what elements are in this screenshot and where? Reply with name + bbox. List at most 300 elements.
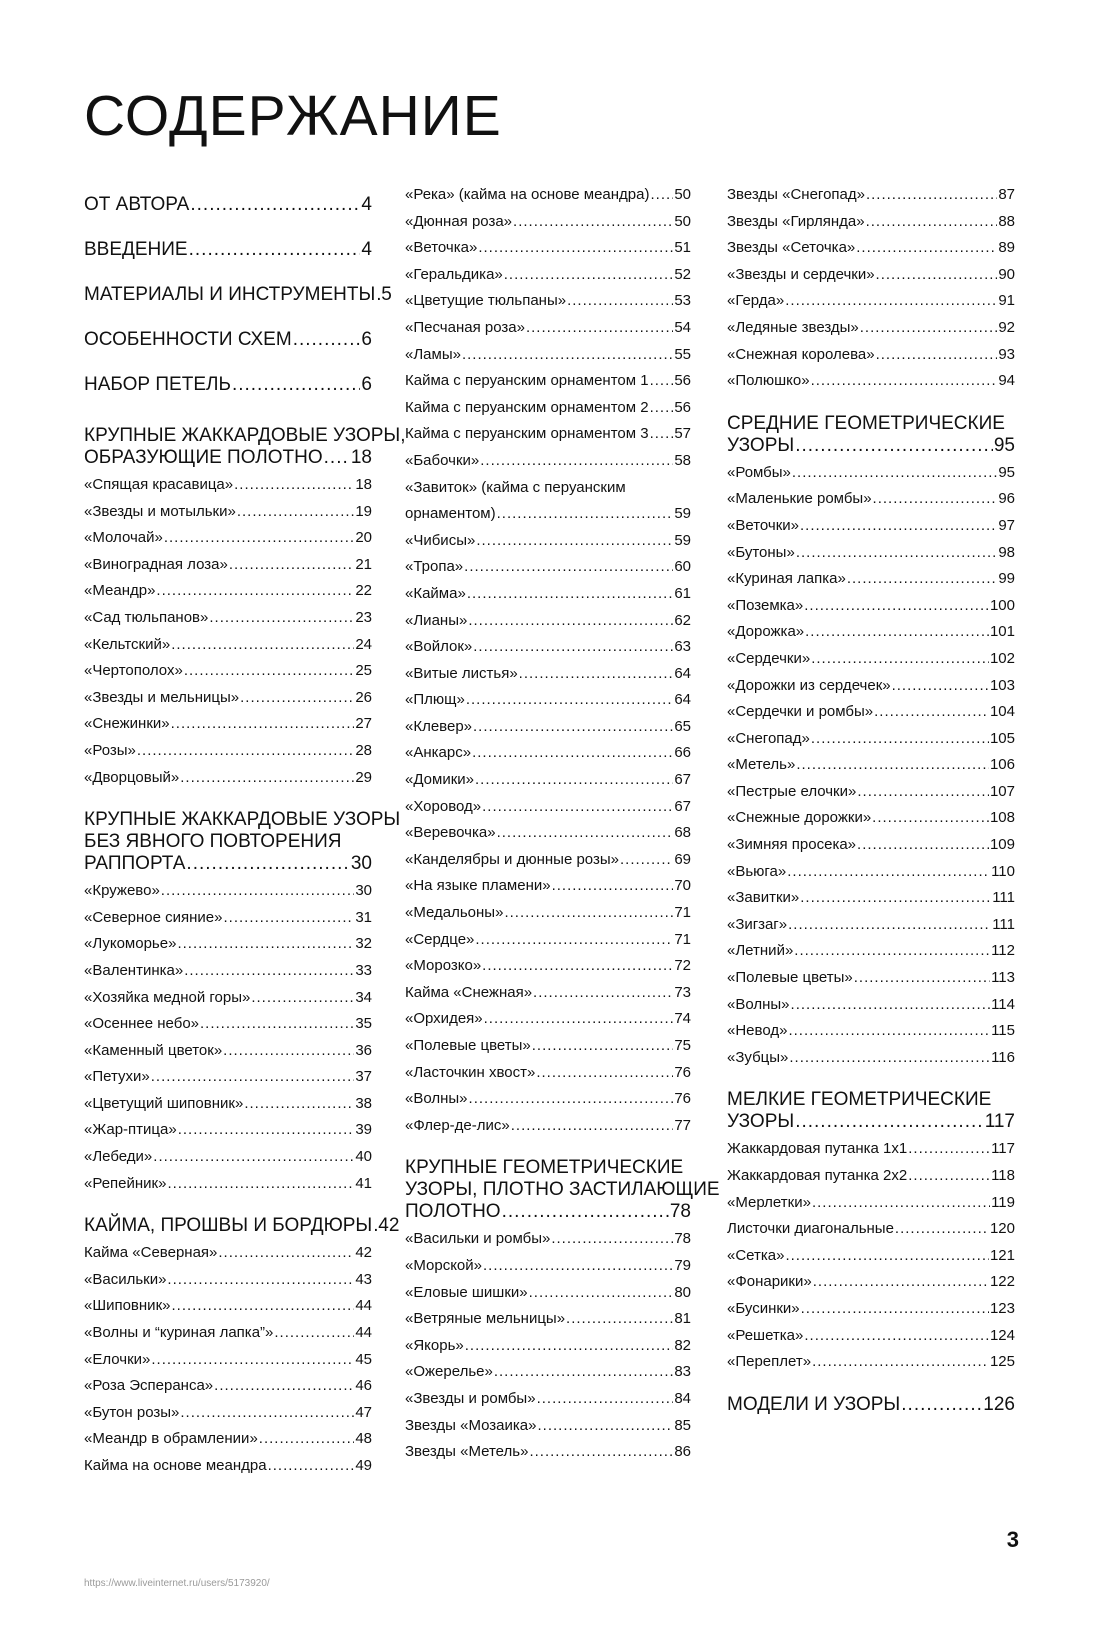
toc-entry[interactable] [405,953,691,980]
toc-entry[interactable] [405,182,691,209]
toc-entry[interactable] [727,752,1015,779]
entry-title: «Звезды и мельницы» [84,688,240,706]
section-heading[interactable] [727,1111,1015,1133]
entry-page: 110 [991,862,1015,880]
toc-entry[interactable] [727,1269,1015,1296]
section-page: 117 [984,1111,1015,1133]
dot-leader [532,1033,674,1060]
entry-page: 116 [991,1048,1015,1066]
toc-entry[interactable] [84,1293,372,1320]
toc-entry[interactable] [727,1296,1015,1323]
dot-leader [551,1226,673,1253]
entry-title: «Переплет» [727,1353,812,1371]
toc-entry[interactable] [727,1018,1015,1045]
dot-leader [478,235,673,262]
toc-entry[interactable] [405,1413,691,1440]
toc-entry[interactable] [727,1045,1015,1072]
entry-page: 25 [355,662,372,680]
entry-title: «Медальоны» [405,904,504,922]
toc-entry[interactable] [84,1171,372,1198]
entry-title: «Сердечки и ромбы» [727,703,874,721]
entry-page: 5 [381,284,392,305]
entry-title: «Хоровод» [405,797,482,815]
entry-title: «Спящая красавица» [84,476,234,493]
toc-entry[interactable] [405,900,691,927]
entry-page: 103 [989,676,1015,694]
section-heading[interactable] [84,447,372,469]
entry-title: «Снежные дорожки» [727,809,872,827]
entry-title: Звезды «Гирлянда» [727,212,865,230]
toc-entry[interactable] [84,931,372,958]
entry-title: «Мерлетки» [727,1193,811,1211]
toc-entry[interactable] [84,632,372,659]
entry-page: 50 [674,186,691,203]
entry-title: «Чертополох» [84,662,183,680]
dot-leader [274,1320,354,1347]
toc-entry[interactable] [727,673,1015,700]
entry-title: «На языке пламени» [405,877,551,895]
entry-title: «Цветущие тюльпаны» [405,292,567,310]
section-title: ПОЛОТНО [405,1201,501,1223]
toc-entry[interactable] [84,711,372,738]
entry-page: 48 [355,1430,372,1448]
toc-entry[interactable] [84,472,372,499]
toc-entry[interactable] [727,566,1015,593]
dot-leader [171,632,354,659]
dot-leader [244,1091,354,1118]
entry-title: «Полевые цветы» [727,969,853,987]
toc-entry[interactable] [727,1190,1015,1217]
entry-title: «Кружево» [84,882,160,900]
entry-page: 111 [992,889,1015,907]
toc-entry[interactable] [405,528,691,555]
entry-title: «Ламы» [405,345,461,363]
toc-entry[interactable] [405,448,691,475]
toc-entry[interactable] [84,499,372,526]
toc-entry[interactable] [405,847,691,874]
toc-entry[interactable] [405,209,691,236]
dot-leader [268,1453,355,1480]
toc-column-3 [727,182,1015,1419]
toc-entry[interactable] [84,985,372,1012]
toc-entry[interactable] [727,342,1015,369]
toc-entry[interactable] [727,593,1015,620]
entry-page: 42 [355,1244,372,1262]
toc-entry[interactable] [405,740,691,767]
toc-entry[interactable] [727,262,1015,289]
dot-leader [795,1111,984,1133]
entry-title: «Полюшко» [727,372,810,390]
toc-entry[interactable] [84,525,372,552]
toc-entry[interactable] [727,779,1015,806]
entry-title: «Бутоны» [727,543,795,561]
toc-entry[interactable] [405,501,691,528]
toc-entry[interactable] [84,905,372,932]
section-heading-line: КРУПНЫЕ ГЕОМЕТРИЧЕСКИЕ [405,1157,684,1179]
dot-leader [184,958,354,985]
entry-title: «Волны» [405,1090,468,1108]
entry-title: «Виноградная лоза» [84,555,228,573]
dot-leader [475,767,673,794]
entry-title: «Волны и “куриная лапка”» [84,1324,274,1342]
toc-entry[interactable] [405,1280,691,1307]
toc-entry[interactable] [727,859,1015,886]
dot-leader [800,513,997,540]
toc-entry[interactable] [727,460,1015,487]
toc-entry[interactable] [84,765,372,792]
entry-title: «Зубцы» [727,1048,789,1066]
toc-entry[interactable] [727,540,1015,567]
toc-entry[interactable] [727,288,1015,315]
entry-page: 38 [355,1094,372,1112]
toc-entry[interactable] [84,317,372,362]
dot-leader [812,1349,989,1376]
toc-entry[interactable] [405,634,691,661]
section-gap [405,1139,691,1157]
entry-title: «Река» (кайма на основе меандра) [405,186,650,203]
toc-entry[interactable] [84,1373,372,1400]
section-heading[interactable] [84,853,372,875]
entry-title: «Кайма» [405,584,466,602]
dot-leader [151,1347,354,1374]
toc-entry[interactable] [727,619,1015,646]
entry-page: 19 [355,502,372,520]
entry-page: 26 [355,688,372,706]
toc-entry[interactable] [405,395,691,422]
entry-page: 79 [674,1256,691,1274]
entry-title: «Вьюга» [727,862,787,880]
toc-entry[interactable] [727,832,1015,859]
footer-url: https://www.liveinternet.ru/users/5173920/ [84,1578,270,1589]
toc-entry[interactable] [84,1011,372,1038]
entry-page: 47 [355,1403,372,1421]
entry-title: «Сердечки» [727,649,811,667]
entry-title: Звезды «Сеточка» [727,239,856,257]
dot-leader [804,593,989,620]
toc-entry[interactable] [84,1117,372,1144]
entry-page: 56 [674,372,691,390]
entry-title: «Летний» [727,942,794,960]
entry-title: «Решетка» [727,1326,804,1344]
entry-title: «Метель» [727,756,796,774]
toc-entry[interactable] [405,767,691,794]
entry-page: 93 [998,345,1015,363]
toc-entry[interactable] [727,885,1015,912]
dot-leader [237,499,354,526]
section-page: 95 [993,434,1015,456]
toc-entry[interactable] [405,714,691,741]
entry-title: «Завитки» [727,889,800,907]
toc-entry[interactable] [727,1349,1015,1376]
entry-title: «Снежная королева» [727,345,875,363]
toc-entry[interactable] [405,1086,691,1113]
toc-entry[interactable] [405,1253,691,1280]
toc-entry[interactable] [84,1144,372,1171]
entry-page: 120 [989,1220,1015,1238]
toc-entry[interactable] [84,1347,372,1374]
toc-entry[interactable] [727,486,1015,513]
toc-entry[interactable] [84,1038,372,1065]
dot-leader [224,905,355,932]
toc-entry[interactable] [405,554,691,581]
toc-entry[interactable] [727,513,1015,540]
dot-leader [373,1215,377,1237]
entry-page: 41 [355,1174,372,1192]
entry-title: «Герда» [727,292,785,310]
entry-page: 6 [361,374,372,395]
entry-title: «Васильки и ромбы» [405,1230,551,1248]
dot-leader [497,820,674,847]
entry-title: «Морозко» [405,957,482,975]
toc-entry[interactable] [727,368,1015,395]
entry-page: 63 [674,638,691,656]
toc-entry[interactable] [727,992,1015,1019]
toc-entry[interactable] [727,938,1015,965]
toc-entry[interactable] [405,315,691,342]
dot-leader [811,368,998,395]
entry-title: «Дорожки из сердечек» [727,676,891,694]
entry-title: Кайма с перуанским орнаментом 1 [405,372,649,390]
section-heading[interactable] [84,1215,400,1237]
toc-entry[interactable] [84,362,372,407]
dot-leader [232,362,360,407]
entry-title: «Снегопад» [727,729,810,747]
entry-page: 20 [355,529,372,547]
toc-entry[interactable] [405,820,691,847]
dot-leader [180,765,354,792]
dot-leader [792,460,997,487]
toc-entry[interactable] [84,182,372,227]
toc-entry[interactable] [405,873,691,900]
dot-leader [873,486,998,513]
entry-title: «Еловые шишки» [405,1283,528,1301]
page-title: СОДЕРЖАНИЕ [84,84,502,148]
toc-entry[interactable] [84,1267,372,1294]
toc-entry[interactable] [405,980,691,1007]
toc-entry[interactable] [405,1006,691,1033]
toc-entry[interactable] [727,805,1015,832]
dot-leader [151,1064,355,1091]
toc-entry[interactable] [727,235,1015,262]
dot-leader [892,673,989,700]
entry-title: «Зигзаг» [727,915,788,933]
entry-title: «Шиповник» [84,1297,171,1315]
toc-entry[interactable] [405,794,691,821]
toc-entry[interactable] [727,182,1015,209]
entry-page: 95 [998,463,1015,481]
toc-entry[interactable] [405,927,691,954]
entry-page: 31 [355,908,372,926]
section-title: РАППОРТА [84,853,186,875]
entry-page: 72 [674,957,691,975]
toc-entry[interactable] [84,1426,372,1453]
entry-page: 62 [674,611,691,629]
entry-page: 117 [991,1140,1015,1158]
entry-title: «Клевер» [405,717,473,735]
toc-entry[interactable] [405,368,691,395]
toc-entry[interactable] [84,1240,372,1267]
toc-entry[interactable] [405,661,691,688]
section-heading-line: МЕЛКИЕ ГЕОМЕТРИЧЕСКИЕ [727,1089,992,1111]
toc-entry[interactable] [405,235,691,262]
toc-entry[interactable] [405,1060,691,1087]
toc-entry[interactable] [727,1323,1015,1350]
dot-leader [178,1117,355,1144]
entry-title: «Дюнная роза» [405,212,513,230]
entry-page: 43 [355,1270,372,1288]
toc-entry[interactable] [84,605,372,632]
entry-page: 68 [674,824,691,842]
entry-page: 71 [674,930,691,948]
entry-page: 21 [355,555,372,573]
entry-page: 94 [998,372,1015,390]
toc-entry[interactable] [727,1163,1015,1190]
dot-leader [513,209,673,236]
entry-title: «Цветущий шиповник» [84,1094,244,1112]
section-page: 78 [669,1201,691,1223]
entry-title: «Снежинки» [84,715,170,733]
entry-title: «Фонарики» [727,1273,812,1291]
entry-page: 105 [989,729,1015,747]
entry-page: 23 [355,608,372,626]
toc-entry[interactable] [405,1359,691,1386]
toc-entry[interactable] [84,1091,372,1118]
section-title: УЗОРЫ [727,434,795,456]
entry-page: 18 [355,476,372,493]
dot-leader [533,980,673,1007]
dot-leader [502,1201,669,1223]
dot-leader [895,1216,989,1243]
dot-leader [186,853,349,875]
toc-entry[interactable] [405,1226,691,1253]
entry-page: 90 [998,265,1015,283]
toc-entry[interactable] [405,581,691,608]
toc-entry[interactable] [727,726,1015,753]
toc-entry[interactable] [727,315,1015,342]
toc-column-1 [84,182,406,1480]
toc-entry[interactable] [84,878,372,905]
dot-leader [567,288,673,315]
dot-leader [504,262,674,289]
entry-page: 123 [989,1299,1015,1317]
toc-entry[interactable] [405,687,691,714]
dot-leader [650,421,674,448]
entry-title: «Геральдика» [405,265,503,283]
toc-entry[interactable] [727,646,1015,673]
dot-leader [788,912,991,939]
entry-page: 39 [355,1121,372,1139]
toc-entry[interactable] [84,1320,372,1347]
entry-page: 70 [674,877,691,895]
entry-title: «Маленькие ромбы» [727,490,872,508]
toc-entry[interactable] [84,578,372,605]
entry-page: 84 [674,1389,691,1407]
entry-title: «Роза Эсперанса» [84,1377,214,1395]
toc-entry[interactable] [727,965,1015,992]
entry-title: Кайма с перуанским орнаментом 3 [405,425,649,443]
toc-entry[interactable] [727,1243,1015,1270]
toc-entry[interactable] [84,1400,372,1427]
section-title: УЗОРЫ [727,1111,795,1133]
toc-entry[interactable] [84,685,372,712]
toc-entry[interactable] [727,912,1015,939]
toc-entry[interactable] [405,1333,691,1360]
dot-leader [259,1426,355,1453]
toc-entry[interactable] [727,1394,1015,1416]
toc-entry[interactable] [84,227,372,272]
dot-leader [153,1144,354,1171]
toc-entry[interactable] [84,658,372,685]
dot-leader [209,605,354,632]
toc-entry[interactable] [405,1033,691,1060]
toc-entry[interactable] [84,738,372,765]
entry-page: 35 [355,1015,372,1033]
entry-page: 36 [355,1041,372,1059]
toc-entry[interactable] [405,608,691,635]
dot-leader [497,501,674,528]
toc-entry[interactable] [405,421,691,448]
section-heading[interactable] [405,1201,691,1223]
entry-page: 65 [674,717,691,735]
toc-entry[interactable] [405,288,691,315]
dot-leader [860,315,998,342]
entry-page: 96 [998,490,1015,508]
dot-leader [234,472,354,499]
entry-page: 86 [674,1443,691,1461]
entry-page: 76 [674,1090,691,1108]
toc-entry[interactable] [84,1453,372,1480]
toc-entry[interactable] [727,209,1015,236]
dot-leader [171,711,355,738]
entry-page: 75 [674,1037,691,1054]
toc-entry[interactable] [84,552,372,579]
dot-leader [908,1163,990,1190]
toc-entry[interactable] [727,1216,1015,1243]
toc-entry[interactable] [405,342,691,369]
toc-entry[interactable] [405,1386,691,1413]
toc-entry[interactable] [727,699,1015,726]
toc-entry[interactable] [84,272,392,317]
toc-entry[interactable] [727,1136,1015,1163]
dot-leader [788,1018,990,1045]
toc-entry[interactable] [84,958,372,985]
toc-entry[interactable] [405,1306,691,1333]
section-gap [84,407,372,425]
dot-leader [462,342,673,369]
dot-leader [482,953,673,980]
section-heading-line: БЕЗ ЯВНОГО ПОВТОРЕНИЯ [84,831,342,853]
entry-page: 52 [674,265,691,283]
toc-entry[interactable] [84,1064,372,1091]
dot-leader [812,1190,990,1217]
toc-entry[interactable] [405,262,691,289]
toc-entry[interactable] [405,1113,691,1140]
section-heading-line: КРУПНЫЕ ЖАККАРДОВЫЕ УЗОРЫ, [84,425,406,446]
entry-title: «Сетка» [727,1246,785,1264]
dot-leader [164,525,354,552]
dot-leader [466,687,674,714]
entry-page: 54 [674,318,691,336]
entry-title: «Жар-птица» [84,1121,177,1139]
entry-title: «Чибисы» [405,531,476,549]
entry-page: 69 [674,850,691,868]
dot-leader [804,1323,989,1350]
entry-page: 29 [355,768,372,786]
entry-title: «Бутон розы» [84,1403,180,1421]
dot-leader [293,317,361,362]
toc-entry[interactable] [405,1439,691,1466]
section-heading[interactable] [727,435,1015,457]
